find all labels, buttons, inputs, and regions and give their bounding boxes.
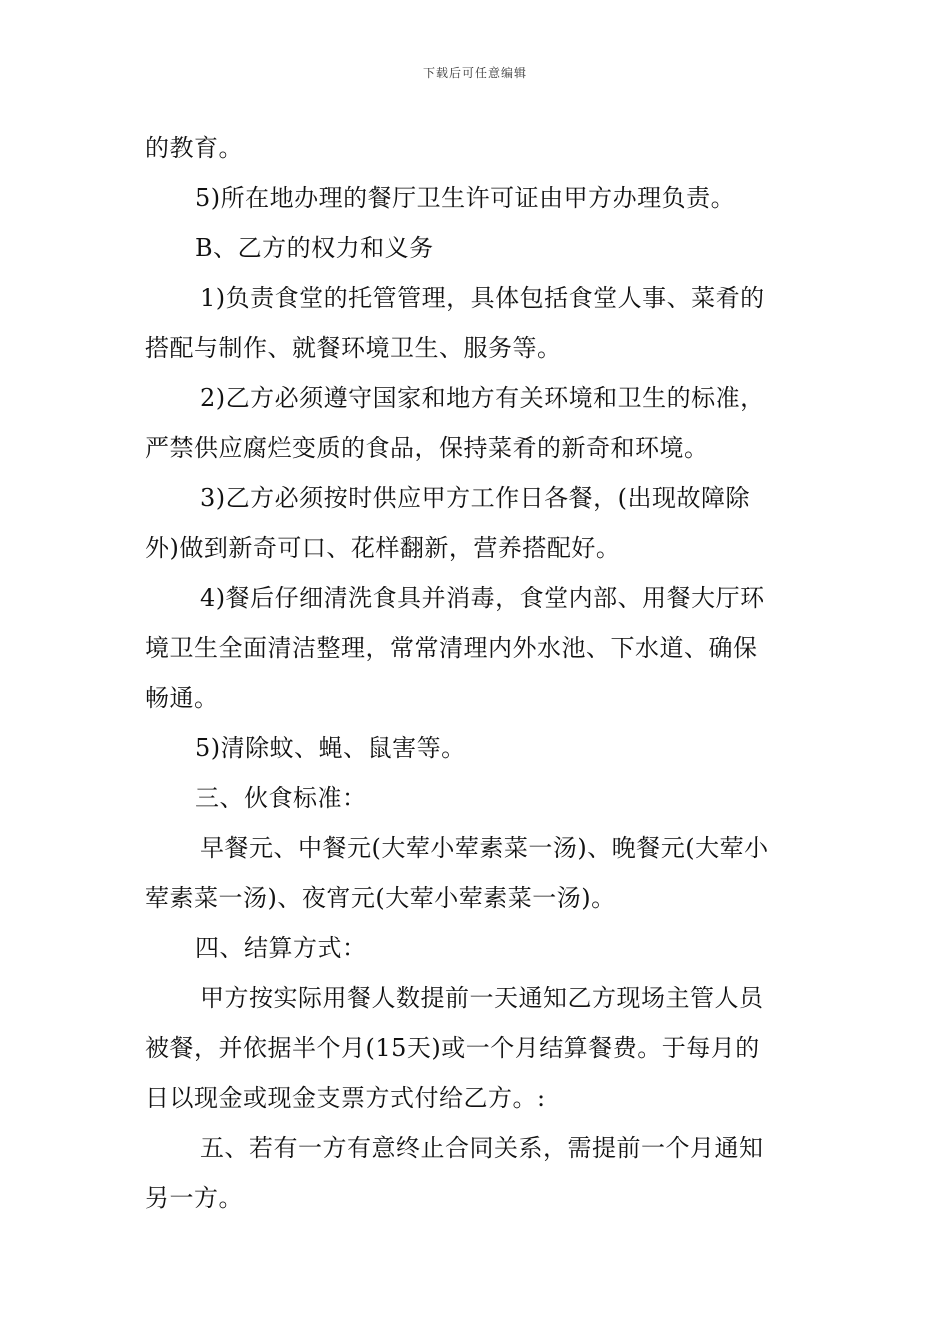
text-line: 1)负责食堂的托管管理，具体包括食堂人事、菜肴的 xyxy=(200,284,765,312)
text-line: 3)乙方必须按时供应甲方工作日各餐，(出现故障除 xyxy=(200,484,750,512)
text-line: 被餐，并依据半个月(15天)或一个月结算餐费。于每月的 xyxy=(145,1034,760,1062)
text-line: 另一方。 xyxy=(145,1184,243,1212)
text-line: 4)餐后仔细清洗食具并消毒，食堂内部、用餐大厅环 xyxy=(200,584,765,612)
text-line: 搭配与制作、就餐环境卫生、服务等。 xyxy=(145,334,562,362)
text-line: 甲方按实际用餐人数提前一天通知乙方现场主管人员 xyxy=(200,984,764,1012)
text-line: 5)所在地办理的餐厅卫生许可证由甲方办理负责。 xyxy=(195,184,736,212)
text-line: 外)做到新奇可口、花样翻新，营养搭配好。 xyxy=(145,534,621,562)
text-line: 荤素菜一汤)、夜宵元(大荤小荤素菜一汤)。 xyxy=(145,884,616,912)
text-line: 严禁供应腐烂变质的食品，保持菜肴的新奇和环境。 xyxy=(145,434,709,462)
text-line: 2)乙方必须遵守国家和地方有关环境和卫生的标准， xyxy=(200,384,765,412)
text-line: 五、若有一方有意终止合同关系，需提前一个月通知 xyxy=(200,1134,764,1162)
page-header: 下载后可任意编辑 xyxy=(422,66,527,80)
text-line: 早餐元、中餐元(大荤小荤素菜一汤)、晚餐元(大荤小 xyxy=(200,834,769,862)
text-line: 四、结算方式： xyxy=(195,934,367,962)
text-line: 畅通。 xyxy=(145,684,219,712)
text-line: 日以现金或现金支票方式付给乙方。: xyxy=(145,1084,546,1112)
text-line: B、乙方的权力和义务 xyxy=(195,234,434,262)
text-line: 三、伙食标准： xyxy=(195,784,367,812)
text-line: 的教育。 xyxy=(145,134,243,162)
text-line: 境卫生全面清洁整理，常常清理内外水池、下水道、确保 xyxy=(145,634,758,662)
text-line: 5)清除蚊、蝇、鼠害等。 xyxy=(195,734,466,762)
